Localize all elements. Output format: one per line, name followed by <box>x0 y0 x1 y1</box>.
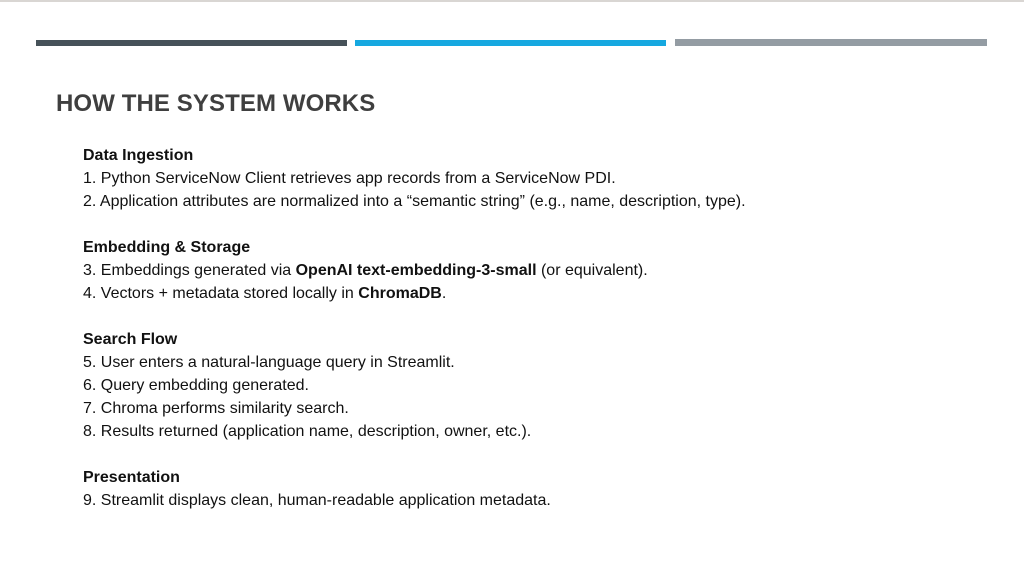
item-text: 8. Results returned (application name, description, owner, etc.). <box>83 423 532 440</box>
section-heading: Presentation <box>83 469 180 486</box>
item-text-suffix: (or equivalent). <box>536 262 648 279</box>
section-search-flow <box>83 328 983 443</box>
accent-bar-dark <box>36 40 347 46</box>
item-text: 5. User enters a natural-language query in Streamlit. <box>83 354 455 371</box>
section-heading: Data Ingestion <box>83 147 194 164</box>
list-item <box>83 259 983 282</box>
list-item <box>83 190 983 213</box>
item-bold-text: ChromaDB <box>358 285 442 302</box>
item-text: 7. Chroma performs similarity search. <box>83 400 349 417</box>
section-heading: Embedding & Storage <box>83 239 251 256</box>
list-item <box>83 397 983 420</box>
list-item <box>83 351 983 374</box>
accent-bar-blue <box>355 40 666 46</box>
list-item <box>83 282 983 305</box>
section-embedding-storage <box>83 236 983 305</box>
section-data-ingestion <box>83 144 983 213</box>
item-text: 6. Query embedding generated. <box>83 377 309 394</box>
section-presentation <box>83 466 983 512</box>
slide-title: HOW THE SYSTEM WORKS <box>56 90 376 117</box>
item-bold-text: OpenAI text-embedding-3-small <box>295 262 537 279</box>
top-border <box>0 0 1024 2</box>
slide-content <box>83 144 983 535</box>
item-text: 9. Streamlit displays clean, human-readable application metadata. <box>83 492 551 509</box>
list-item <box>83 167 983 190</box>
section-heading: Search Flow <box>83 331 178 348</box>
list-item <box>83 420 983 443</box>
item-text: 2. Application attributes are normalized into a “semantic string” (e.g., name, description, type). <box>83 193 746 210</box>
item-text: 1. Python ServiceNow Client retrieves app records from a ServiceNow PDI. <box>83 170 616 187</box>
item-text: 4. Vectors + metadata stored locally in <box>83 285 359 302</box>
accent-bar-gray <box>675 39 987 46</box>
list-item <box>83 489 983 512</box>
item-text: 3. Embeddings generated via <box>83 262 296 279</box>
item-text-suffix: . <box>441 285 447 302</box>
list-item <box>83 374 983 397</box>
